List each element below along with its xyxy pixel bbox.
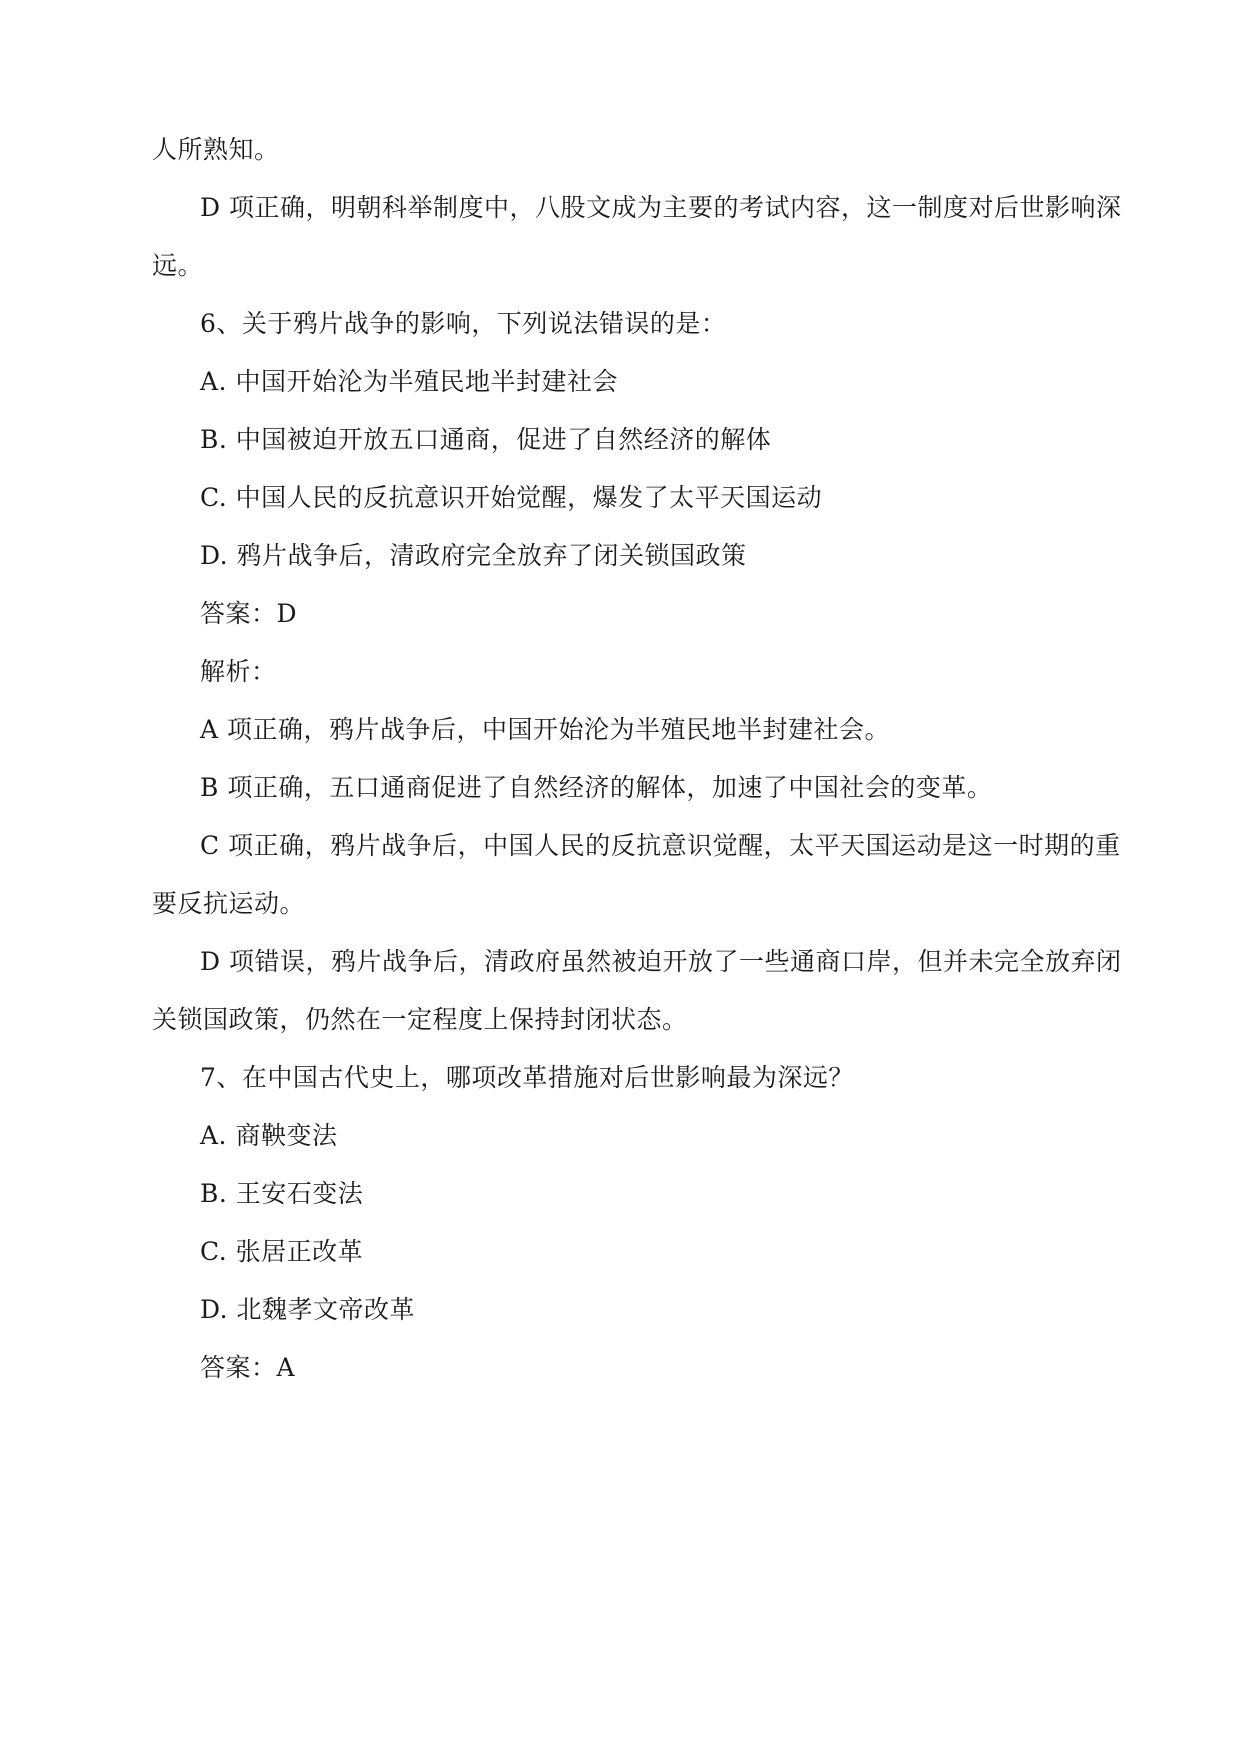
- question-6-option-b: B. 中国被迫开放五口通商，促进了自然经济的解体: [200, 425, 772, 454]
- question-7-option-c: C. 张居正改革: [200, 1237, 364, 1266]
- question-6-option-c: C. 中国人民的反抗意识开始觉醒，爆发了太平天国运动: [200, 483, 823, 512]
- explanation-5d-line-2: 远。: [152, 251, 204, 280]
- question-7-stem: 7、在中国古代史上，哪项改革措施对后世影响最为深远？: [200, 1063, 854, 1092]
- question-7-option-d: D. 北魏孝文帝改革: [200, 1295, 416, 1324]
- question-6-analysis-a: A 项正确，鸦片战争后，中国开始沦为半殖民地半封建社会。: [200, 715, 891, 744]
- question-6-analysis-c-line-1: C 项正确，鸦片战争后，中国人民的反抗意识觉醒，太平天国运动是这一时期的重: [200, 831, 1121, 860]
- explanation-5d-line-1: D 项正确，明朝科举制度中，八股文成为主要的考试内容，这一制度对后世影响深: [200, 193, 1122, 222]
- question-7-option-b: B. 王安石变法: [200, 1179, 364, 1208]
- question-6-analysis-b: B 项正确，五口通商促进了自然经济的解体，加速了中国社会的变革。: [200, 773, 993, 802]
- question-6-analysis-c-line-2: 要反抗运动。: [152, 889, 306, 918]
- question-6-analysis-label: 解析：: [200, 657, 277, 686]
- question-6-analysis-d-line-2: 关锁国政策，仍然在一定程度上保持封闭状态。: [152, 1005, 688, 1034]
- question-6-answer: 答案：D: [200, 599, 298, 628]
- question-6-analysis-d-line-1: D 项错误，鸦片战争后，清政府虽然被迫开放了一些通商口岸，但并未完全放弃闭: [200, 947, 1122, 976]
- question-7-option-a: A. 商鞅变法: [200, 1121, 338, 1150]
- question-6-option-d: D. 鸦片战争后，清政府完全放弃了闭关锁国政策: [200, 541, 747, 570]
- question-6-option-a: A. 中国开始沦为半殖民地半封建社会: [200, 367, 618, 396]
- question-6-stem: 6、关于鸦片战争的影响，下列说法错误的是：: [200, 309, 727, 338]
- paragraph-continuation: 人所熟知。: [152, 135, 280, 164]
- question-7-answer: 答案：A: [200, 1353, 296, 1382]
